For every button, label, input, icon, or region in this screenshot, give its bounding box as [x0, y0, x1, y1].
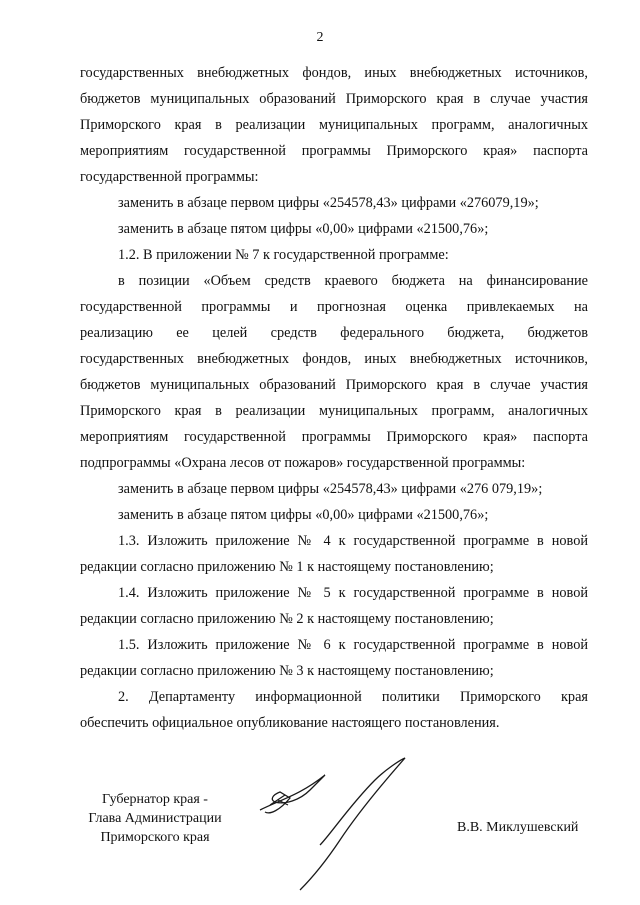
signatory-title-line: Глава Администрации [88, 811, 222, 826]
text-line: бюджетов муниципальных образований Приморского края в случае участия [80, 377, 588, 393]
item-1-2-b: заменить в абзаце пятом цифры «0,00» цифрами «21500,76»; [118, 507, 489, 523]
text-line: реализацию ее целей средств федерального бюджета, бюджетов [80, 325, 588, 341]
signatory-title-line: Приморского края [100, 830, 210, 845]
item-2 [80, 684, 588, 736]
text-line: 1.4. Изложить приложение № 5 к государственной программе в новой [118, 585, 588, 601]
text-line: редакции согласно приложению № 3 к настоящему постановлению; [80, 663, 494, 679]
item-1-3 [80, 528, 588, 580]
item-1-2-heading: 1.2. В приложении № 7 к государственной программе: [118, 247, 449, 263]
text-line: 1.5. Изложить приложение № 6 к государственной программе в новой [118, 637, 588, 653]
text-line: государственных внебюджетных фондов, иных внебюджетных источников, [80, 351, 588, 367]
document-body [80, 60, 588, 736]
text-line: мероприятиям государственной программы Приморского края» паспорта [80, 429, 588, 445]
text-line: бюджетов муниципальных образований Приморского края в случае участия [80, 91, 588, 107]
item-1-5 [80, 632, 588, 684]
text-line: 1.3. Изложить приложение № 4 к государственной программе в новой [118, 533, 588, 549]
text-line: подпрограммы «Охрана лесов от пожаров» государственной программы: [80, 455, 526, 471]
signatory-title [80, 790, 230, 847]
text-line: государственной программы и прогнозная оценка привлекаемых на [80, 299, 588, 315]
paragraph-2 [80, 268, 588, 476]
handwritten-signature [240, 750, 440, 900]
item-1-2-a: заменить в абзаце первом цифры «254578,43» цифрами «276 079,19»; [118, 481, 543, 497]
text-line: в позиции «Объем средств краевого бюджета на финансирование [118, 273, 588, 289]
text-line: редакции согласно приложению № 1 к настоящему постановлению; [80, 559, 494, 575]
text-line: обеспечить официальное опубликование настоящего постановления. [80, 715, 500, 731]
text-line: мероприятиям государственной программы Приморского края» паспорта [80, 143, 588, 159]
signatory-name: В.В. Миклушевский [457, 820, 579, 835]
text-line: Приморского края в реализации муниципальных программ, аналогичных [80, 117, 588, 133]
item-1-1-b: заменить в абзаце пятом цифры «0,00» цифрами «21500,76»; [118, 221, 489, 237]
page-number: 2 [316, 30, 324, 45]
paragraph-1 [80, 60, 588, 190]
text-line: 2. Департаменту информационной политики Приморского края [118, 689, 588, 705]
signature-block [0, 790, 640, 900]
text-line: редакции согласно приложению № 2 к настоящему постановлению; [80, 611, 494, 627]
item-1-4 [80, 580, 588, 632]
text-line: государственной программы: [80, 169, 259, 185]
text-line: Приморского края в реализации муниципальных программ, аналогичных [80, 403, 588, 419]
text-line: государственных внебюджетных фондов, иных внебюджетных источников, [80, 65, 588, 81]
item-1-1-a: заменить в абзаце первом цифры «254578,43» цифрами «276079,19»; [118, 195, 539, 211]
signatory-title-line: Губернатор края - [102, 792, 208, 807]
